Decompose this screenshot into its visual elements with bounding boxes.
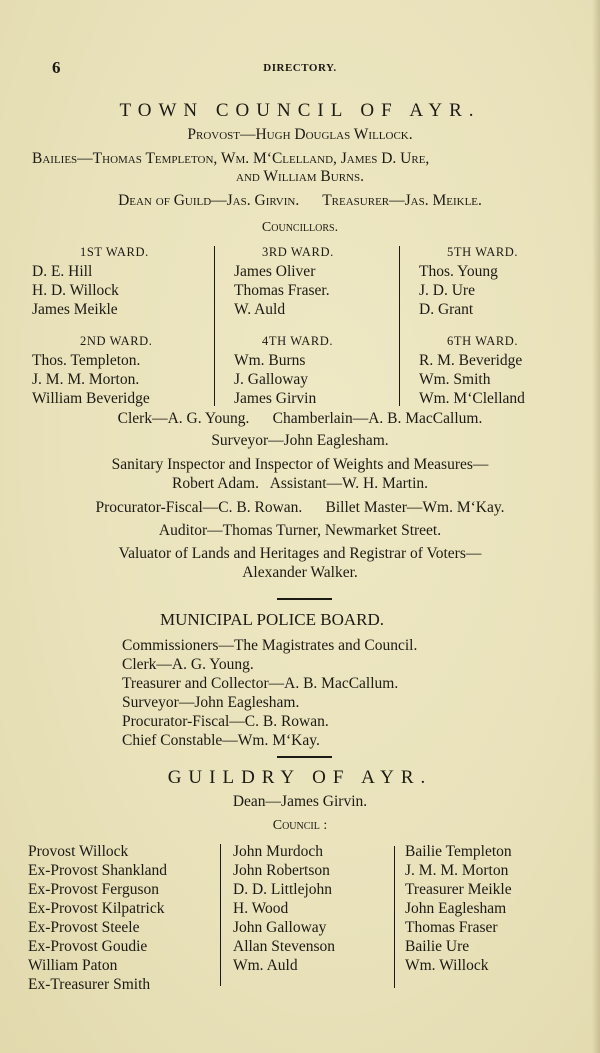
valuator-line: Valuator of Lands and Heritages and Registrar of Voters— [118, 545, 482, 562]
ward-4 [234, 332, 333, 408]
councillor: J. M. M. Morton. [32, 371, 140, 388]
police-board-entry: Treasurer and Collector—A. B. MacCallum. [122, 675, 399, 692]
column-divider [399, 246, 400, 406]
ward-heading: 6TH WARD. [447, 334, 519, 348]
guildry-member: William Paton [28, 957, 118, 974]
valuator-name: Alexander Walker. [242, 564, 358, 581]
guildry-member: Ex-Provost Ferguson [28, 881, 160, 898]
guildry-member: Thomas Fraser [405, 919, 498, 936]
guildry-member: Allan Stevenson [233, 938, 336, 955]
guildry-member: Bailie Ure [405, 938, 470, 955]
guildry-title: GUILDRY OF AYR. [167, 767, 433, 788]
guildry-member: John Eaglesham [405, 900, 507, 917]
councillor: D. Grant [419, 301, 474, 318]
ward-3 [234, 243, 334, 319]
councillors-heading: Councillors. [261, 220, 339, 235]
councillor: Wm. Smith [419, 371, 491, 388]
bailies-line-2: and William Burns. [236, 168, 364, 185]
guildry-member: Treasurer Meikle [405, 881, 512, 898]
bailies-line-1: Bailies—Thomas Templeton, Wm. M‘Clelland, James D. Ure, [32, 150, 430, 167]
councillor: James Girvin [234, 390, 317, 407]
guildry-column-1 [28, 842, 167, 994]
guildry-member: Provost Willock [28, 843, 129, 860]
councillor: Thos. Templeton. [32, 352, 141, 369]
guildry-member: Wm. Auld [233, 957, 298, 974]
guildry-member: John Murdoch [233, 843, 323, 860]
guildry-column-3 [405, 842, 512, 975]
police-board-entry: Chief Constable—Wm. M‘Kay. [122, 732, 320, 749]
councillor: Thomas Fraser. [234, 282, 330, 299]
guildry-member: D. D. Littlejohn [233, 881, 333, 898]
guildry-member: John Robertson [233, 862, 330, 879]
guildry-member: Ex-Provost Shankland [28, 862, 168, 879]
section-divider [277, 756, 332, 758]
running-head: DIRECTORY. [263, 62, 337, 74]
guildry-member: Wm. Willock [405, 957, 489, 974]
ward-heading: 2ND WARD. [80, 334, 153, 348]
councillor: Thos. Young [419, 263, 498, 280]
guildry-member: Ex-Treasurer Smith [28, 976, 151, 993]
surveyor-line: Surveyor—John Eaglesham. [211, 432, 389, 449]
guildry-member: J. M. M. Morton [405, 862, 509, 879]
auditor-line: Auditor—Thomas Turner, Newmarket Street. [158, 522, 442, 539]
police-board-entry: Surveyor—John Eaglesham. [122, 694, 300, 711]
sanitary-inspector-line: Sanitary Inspector and Inspector of Weights and Measures— [111, 456, 489, 473]
guildry-column-2 [233, 842, 335, 975]
councillor: J. Galloway [234, 371, 309, 388]
dean-treasurer-line: Dean of Guild—Jas. Girvin. Treasurer—Jas. Meikle. [118, 192, 482, 209]
guildry-member: Ex-Provost Kilpatrick [28, 900, 165, 917]
guildry-member: John Galloway [233, 919, 327, 936]
councillor: William Beveridge [32, 390, 150, 407]
clerk-chamberlain-line: Clerk—A. G. Young. Chamberlain—A. B. MacCallum. [117, 410, 483, 427]
section-divider [277, 598, 332, 600]
councillor: D. E. Hill [32, 263, 93, 280]
councillor: James Oliver [234, 263, 316, 280]
ward-5 [419, 243, 518, 319]
councillor: W. Auld [234, 301, 286, 318]
guildry-member: Ex-Provost Goudie [28, 938, 148, 955]
column-divider [394, 846, 395, 988]
ward-6 [419, 332, 525, 408]
ward-2 [32, 332, 153, 408]
councillor: Wm. Burns [234, 352, 306, 369]
page-number: 6 [52, 58, 61, 77]
ward-heading: 5TH WARD. [447, 245, 519, 259]
guildry-member: Bailie Templeton [405, 843, 512, 860]
ward-1 [32, 243, 149, 319]
councillor: James Meikle [32, 301, 118, 318]
sanitary-inspector-names: Robert Adam. Assistant—W. H. Martin. [171, 475, 429, 492]
councillor: R. M. Beveridge [419, 352, 523, 369]
police-board-list [122, 636, 417, 750]
guildry-council-heading: Council : [272, 818, 328, 833]
councillor: J. D. Ure [419, 282, 475, 299]
councillor: H. D. Willock [32, 282, 119, 299]
police-board-entry: Clerk—A. G. Young. [122, 656, 254, 673]
ward-heading: 3RD WARD. [262, 245, 334, 259]
guildry-member: H. Wood [233, 900, 289, 917]
ward-heading: 1ST WARD. [80, 245, 149, 259]
town-council-title: TOWN COUNCIL OF AYR. [119, 100, 481, 121]
procurator-billet-line: Procurator-Fiscal—C. B. Rowan. Billet Master—Wm. M‘Kay. [95, 499, 505, 516]
police-board-entry: Commissioners—The Magistrates and Council. [122, 637, 418, 654]
guildry-dean: Dean—James Girvin. [232, 793, 368, 810]
police-board-entry: Procurator-Fiscal—C. B. Rowan. [122, 713, 329, 730]
provost-line: Provost—Hugh Douglas Willock. [187, 126, 413, 143]
column-divider [214, 246, 215, 406]
police-board-title: MUNICIPAL POLICE BOARD. [160, 610, 385, 629]
councillor: Wm. M‘Clelland [419, 390, 525, 407]
ward-heading: 4TH WARD. [262, 334, 334, 348]
guildry-member: Ex-Provost Steele [28, 919, 140, 936]
column-divider [220, 844, 221, 986]
